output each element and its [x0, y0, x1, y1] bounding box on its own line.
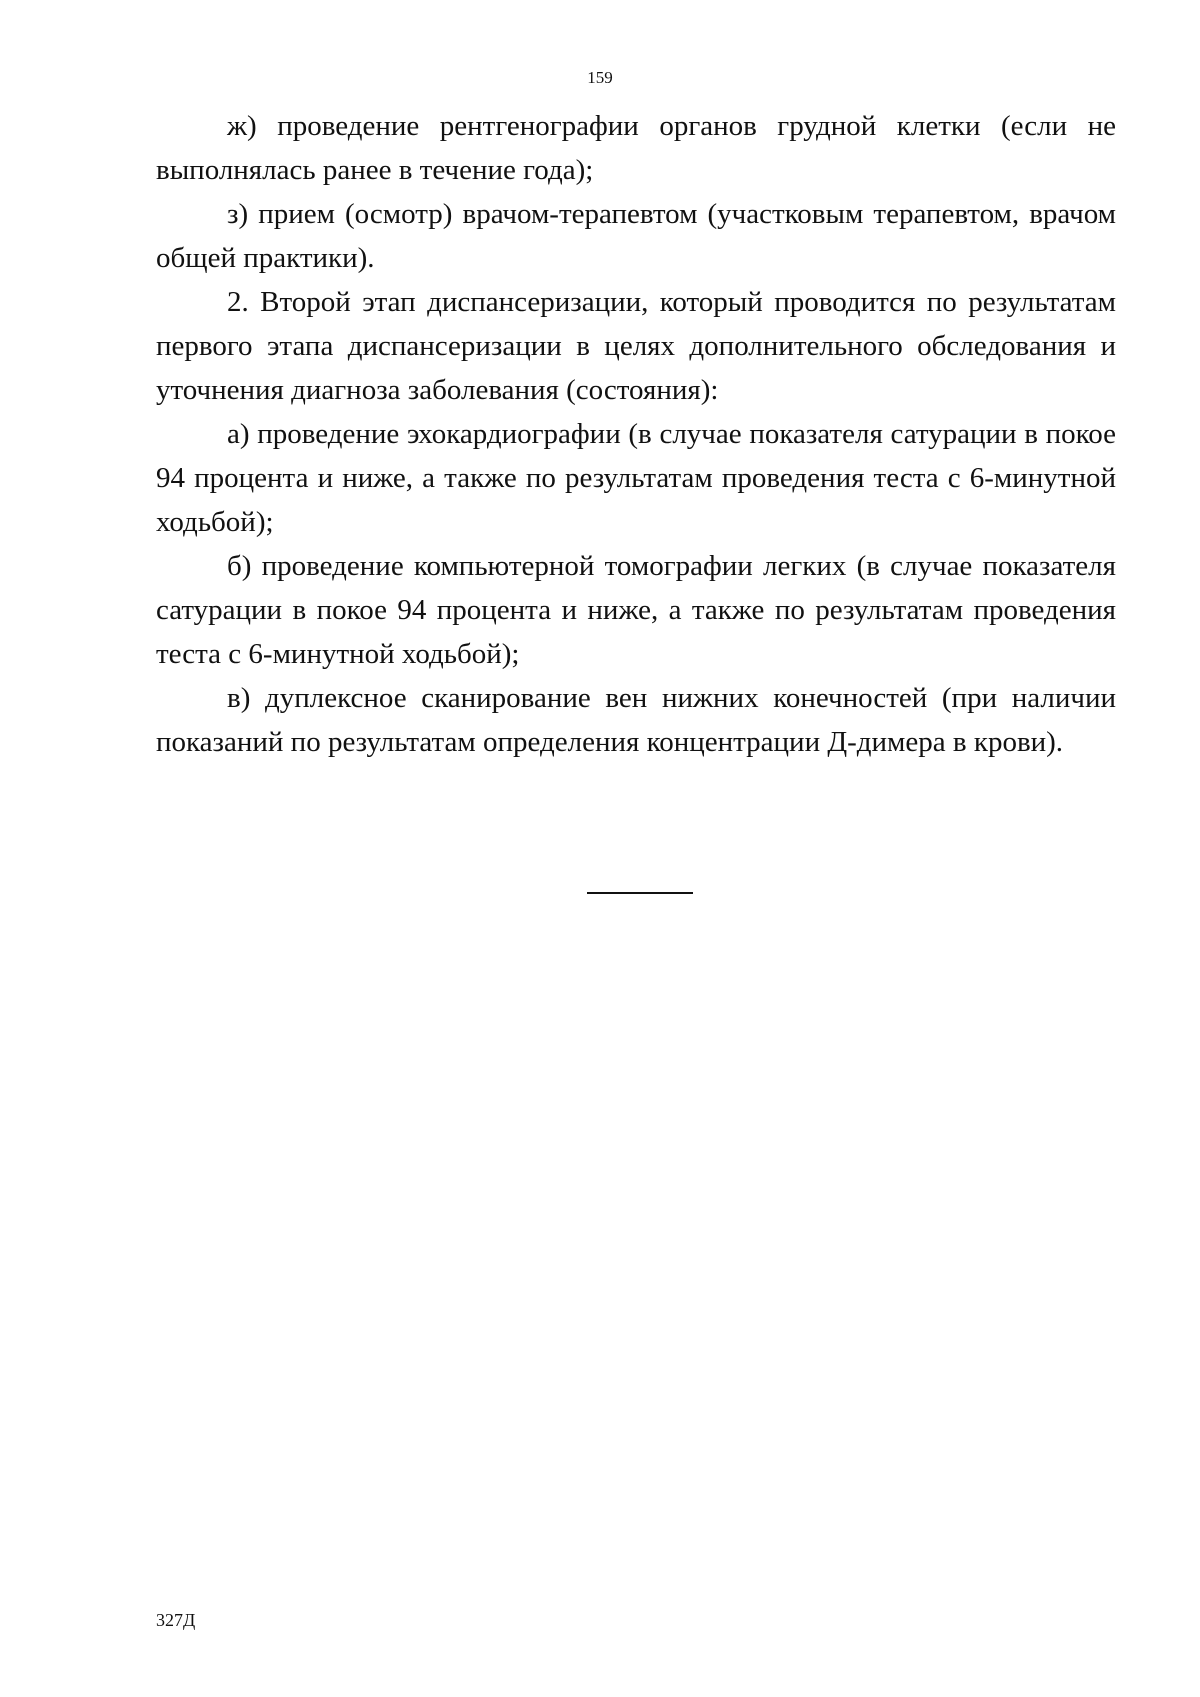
page-number: 159 [587, 68, 613, 87]
paragraph-second-stage: 2. Второй этап диспансеризации, который проводится по результатам первого этапа диспансеризации в целях дополнительного обследования и уточнения диагноза заболевания (состояния): [156, 286, 1116, 406]
document-body [156, 104, 1116, 764]
paragraph-item-a: а) проведение эхокардиографии (в случае показателя сатурации в покое 94 процента и ниже, а также по результатам проведения теста с 6-минутной ходьбой); [156, 418, 1116, 538]
closing-divider [587, 892, 693, 894]
paragraph-item-z: з) прием (осмотр) врачом-терапевтом (участковым терапевтом, врачом общей практики). [156, 198, 1116, 274]
paragraph-item-zh: ж) проведение рентгенографии органов грудной клетки (если не выполнялась ранее в течение года); [156, 110, 1116, 186]
document-code: 327Д [156, 1610, 196, 1630]
paragraph-item-b: б) проведение компьютерной томографии легких (в случае показателя сатурации в покое 94 процента и ниже, а также по результатам проведения теста с 6-минутной ходьбой); [156, 550, 1116, 670]
paragraph-item-v: в) дуплексное сканирование вен нижних конечностей (при наличии показаний по результатам определения концентрации Д-димера в крови). [156, 682, 1116, 758]
